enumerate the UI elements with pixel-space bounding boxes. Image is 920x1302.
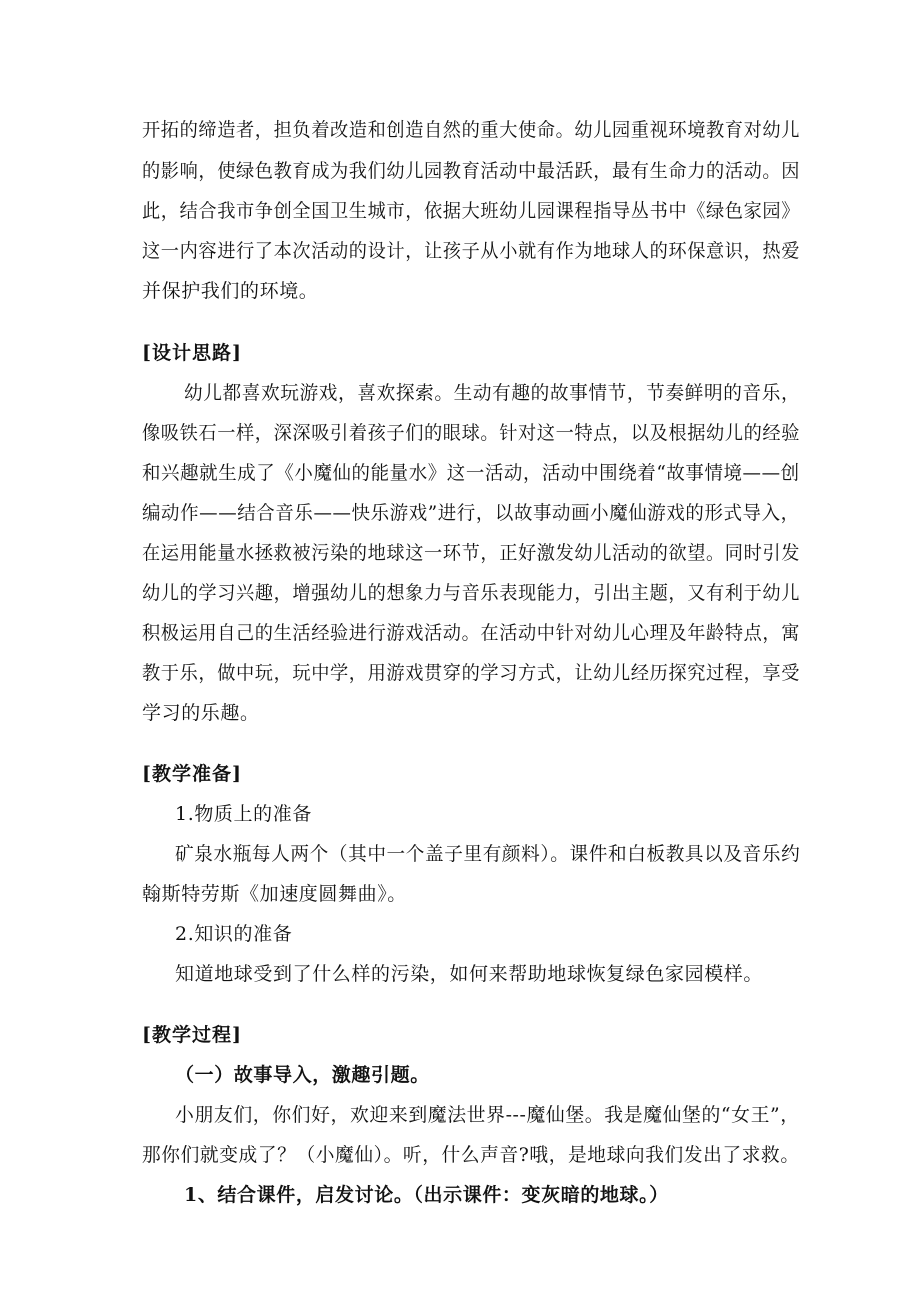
process-step1-title: 1、结合课件，启发讨论。（出示课件：变灰暗的地球。）: [184, 1184, 669, 1206]
design-line-7: 积极运用自己的生活经验进行游戏活动。在活动中针对幼儿心理及年龄特点，寓: [142, 622, 801, 644]
design-heading: [设计思路]: [142, 342, 242, 364]
design-line-9: 学习的乐趣。: [142, 702, 260, 724]
process-section1-line-2: 那你们就变成了？（小魔仙）。听，什么声音?哦，是地球向我们发出了求救。: [142, 1144, 800, 1166]
intro-line-2: 的影响，使绿色教育成为我们幼儿园教育活动中最活跃，最有生命力的活动。因: [142, 160, 801, 182]
design-line-4: 编动作——结合音乐——快乐游戏”进行，以故事动画小魔仙游戏的形式导入，: [142, 502, 800, 524]
design-line-3: 和兴趣就生成了《小魔仙的能量水》这一活动，活动中围绕着“故事情境——创: [142, 462, 800, 484]
intro-line-3: 此，结合我市争创全国卫生城市，依据大班幼儿园课程指导丛书中《绿色家园》: [142, 200, 801, 222]
process-section1-title: （一）故事导入，激趣引题。: [175, 1064, 430, 1086]
design-line-5: 在运用能量水拯救被污染的地球这一环节，正好激发幼儿活动的欲望。同时引发: [142, 542, 801, 564]
design-line-6: 幼儿的学习兴趣，增强幼儿的想象力与音乐表现能力，引出主题，又有利于幼儿: [142, 582, 801, 604]
process-heading: [教学过程]: [142, 1024, 242, 1046]
prep-item2-title: 2.知识的准备: [175, 923, 293, 945]
design-line-8: 教于乐，做中玩，玩中学，用游戏贯穿的学习方式，让幼儿经历探究过程，享受: [142, 662, 801, 684]
process-section1-line-1: 小朋友们，你们好，欢迎来到魔法世界---魔仙堡。我是魔仙堡的“女王”，: [175, 1104, 800, 1126]
intro-line-4: 这一内容进行了本次活动的设计，让孩子从小就有作为地球人的环保意识，热爱: [142, 240, 801, 262]
design-line-2: 像吸铁石一样，深深吸引着孩子们的眼球。针对这一特点，以及根据幼儿的经验: [142, 422, 801, 444]
prep-item1-line-2: 翰斯特劳斯《加速度圆舞曲》。: [142, 883, 407, 905]
prep-item2-line-1: 知道地球受到了什么样的污染，如何来帮助地球恢复绿色家园模样。: [175, 963, 764, 985]
design-line-1: 幼儿都喜欢玩游戏，喜欢探索。生动有趣的故事情节，节奏鲜明的音乐，: [184, 382, 801, 404]
prep-item1-line-1: 矿泉水瓶每人两个（其中一个盖子里有颜料）。课件和白板教具以及音乐约: [175, 843, 801, 865]
intro-line-1: 开拓的缔造者，担负着改造和创造自然的重大使命。幼儿园重视环境教育对幼儿: [142, 119, 801, 141]
prep-item1-title: 1.物质上的准备: [175, 803, 312, 825]
intro-line-5: 并保护我们的环境。: [142, 280, 319, 302]
prep-heading: [教学准备]: [142, 763, 242, 785]
